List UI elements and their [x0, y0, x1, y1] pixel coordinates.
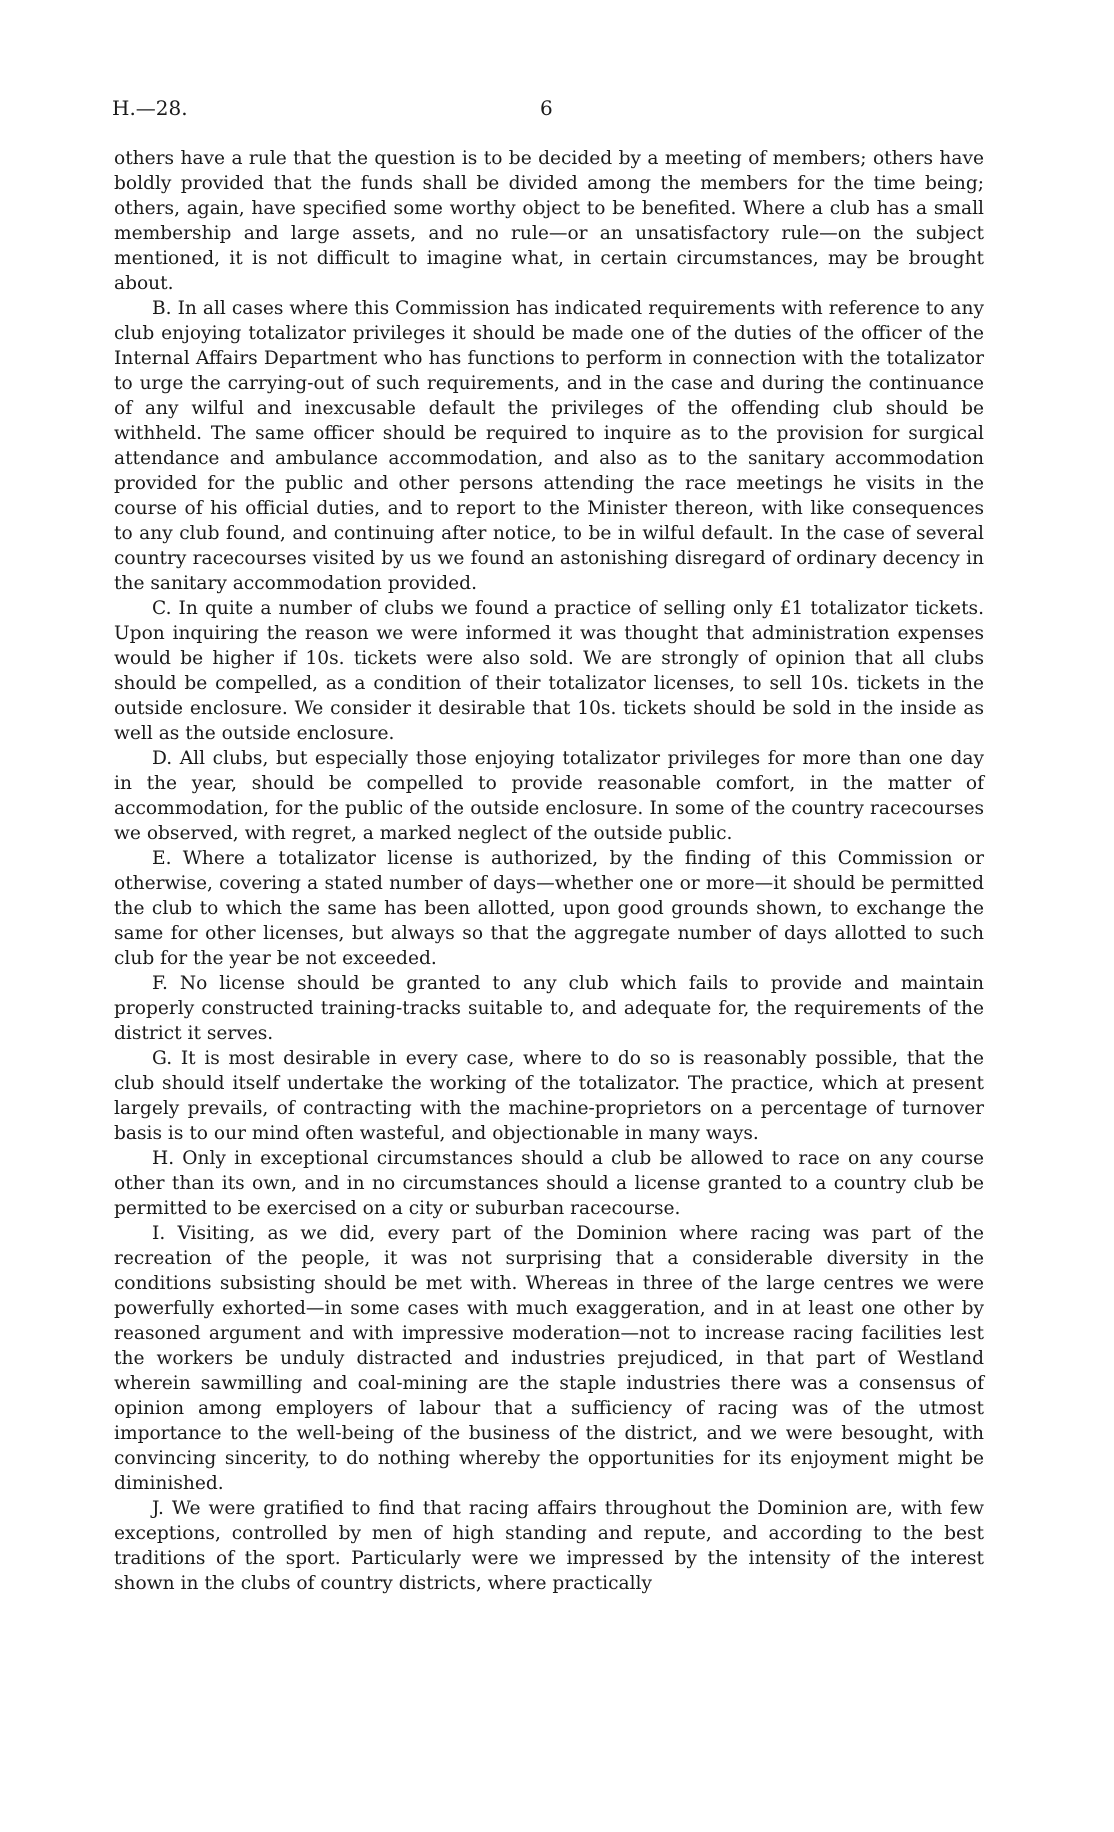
page-header [112, 96, 992, 126]
paragraph-f: F. No license should be granted to any club which fails to provide and maintain properly constructed training-tracks suitable to, and adequate for, the requirements of the district it serves. [114, 973, 984, 1044]
paragraph-j: J. We were gratified to find that racing affairs throughout the Dominion are, with few exceptions, controlled by men of high standing and repute, and according to the best traditions of the sport. Particularly were we impressed by the intensity of the interest shown in the clubs of country districts, where practically [114, 1498, 984, 1594]
paragraph-g: G. It is most desirable in every case, where to do so is reasonably possible, that the club should itself undertake the working of the totalizator. The practice, which at present largely prevails, of contracting with the machine-proprietors on a percentage of turnover basis is to our mind often wasteful, and objectionable in many ways. [114, 1048, 984, 1144]
paragraph-c: C. In quite a number of clubs we found a practice of selling only £1 totalizator tickets. Upon inquiring the reason we were informed it was thought that administration expenses would be higher if 10s. tickets were also sold. We are strongly of opinion that all clubs should be compelled, as a condition of their totalizator licenses, to sell 10s. tickets in the outside enclosure. We consider it desirable that 10s. tickets should be sold in the inside as well as the outside enclosure. [114, 598, 984, 744]
paragraph-h: H. Only in exceptional circumstances should a club be allowed to race on any course other than its own, and in no circumstances should a license granted to a country club be permitted to be exercised on a city or suburban racecourse. [114, 1148, 984, 1219]
page-number: 6 [540, 96, 553, 120]
paragraph-continuation: others have a rule that the question is to be decided by a meeting of members; others have boldly provided that the funds shall be divided among the members for the time being; others, again, have specified some worthy object to be benefited. Where a club has a small membership and large assets, and no rule—or an unsatisfactory rule—on the subject mentioned, it is not difficult to imagine what, in certain circumstances, may be brought about. [114, 148, 984, 294]
body-text [114, 146, 984, 1596]
document-reference: H.—28. [112, 96, 188, 120]
paragraph-i: I. Visiting, as we did, every part of the Dominion where racing was part of the recreation of the people, it was not surprising that a considerable diversity in the conditions subsisting should be met with. Whereas in three of the large centres we were powerfully exhorted—in some cases with much exaggeration, and in at least one other by reasoned argument and with impressive moderation—not to increase racing facilities lest the workers be unduly distracted and industries prejudiced, in that part of Westland wherein sawmilling and coal-mining are the staple industries there was a consensus of opinion among employers of labour that a sufficiency of racing was of the utmost importance to the well-being of the business of the district, and we were besought, with convincing sincerity, to do nothing whereby the opportunities for its enjoyment might be diminished. [114, 1223, 984, 1494]
paragraph-d: D. All clubs, but especially those enjoying totalizator privileges for more than one day in the year, should be compelled to provide reasonable comfort, in the matter of accommodation, for the public of the outside enclosure. In some of the country racecourses we observed, with regret, a marked neglect of the outside public. [114, 748, 984, 844]
paragraph-b: B. In all cases where this Commission has indicated requirements with reference to any club enjoying totalizator privileges it should be made one of the duties of the officer of the Internal Affairs Department who has functions to perform in connection with the totalizator to urge the carrying-out of such requirements, and in the case and during the continuance of any wilful and inexcusable default the privileges of the offending club should be withheld. The same officer should be required to inquire as to the provision for surgical attendance and ambulance accommodation, and also as to the sanitary accommodation provided for the public and other persons attending the race meetings he visits in the course of his official duties, and to report to the Minister thereon, with like consequences to any club found, and continuing after notice, to be in wilful default. In the case of several country racecourses visited by us we found an astonishing disregard of ordinary decency in the sanitary accommodation provided. [114, 298, 984, 594]
paragraph-e: E. Where a totalizator license is authorized, by the finding of this Commission or otherwise, covering a stated number of days—whether one or more—it should be permitted the club to which the same has been allotted, upon good grounds shown, to exchange the same for other licenses, but always so that the aggregate number of days allotted to such club for the year be not exceeded. [114, 848, 984, 969]
